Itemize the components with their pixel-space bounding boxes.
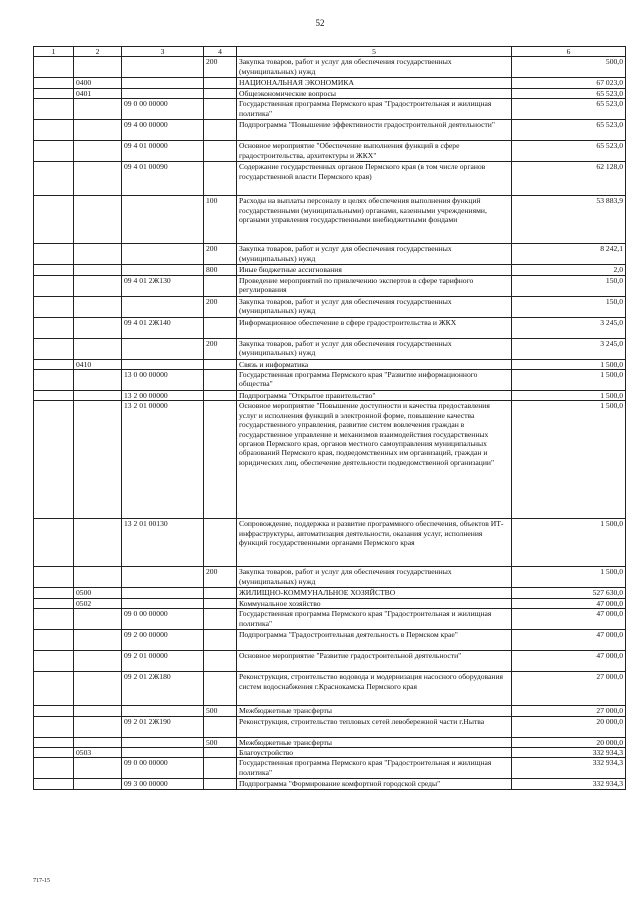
item-name-cell: Содержание государственных органов Пермского края (в том числе органов государственной власти Пермского края) (237, 162, 512, 196)
row-number-cell (34, 88, 74, 98)
item-name-cell: Сопровождение, поддержка и развитие программного обеспечения, объектов ИТ-инфраструктуры, автоматизация деятельности, оказания услуг, исполнения функций государственными органами Пермского края (237, 519, 512, 567)
table-row (34, 120, 626, 141)
table-row (34, 630, 626, 651)
section-code-cell: 0400 (74, 78, 122, 88)
section-code-cell (74, 737, 122, 747)
amount-cell: 1 500,0 (512, 519, 626, 567)
target-article-cell (122, 265, 204, 275)
table-row (34, 78, 626, 88)
row-number-cell (34, 99, 74, 120)
target-article-cell: 09 4 01 2Ж140 (122, 317, 204, 338)
section-code-cell (74, 317, 122, 338)
row-number-cell (34, 57, 74, 78)
item-name-cell: Реконструкция, строительство тепловых сетей левобережной части г.Нытва (237, 716, 512, 737)
expense-type-cell: 500 (204, 706, 237, 716)
expense-type-cell (204, 672, 237, 706)
item-name-cell: ЖИЛИЩНО-КОММУНАЛЬНОЕ ХОЗЯЙСТВО (237, 588, 512, 598)
target-article-cell: 13 2 01 00130 (122, 519, 204, 567)
row-number-cell (34, 779, 74, 789)
section-code-cell (74, 275, 122, 296)
row-number-cell (34, 265, 74, 275)
section-code-cell: 0502 (74, 598, 122, 608)
expense-type-cell: 200 (204, 338, 237, 359)
target-article-cell (122, 296, 204, 317)
item-name-cell: Подпрограмма "Формирование комфортной городской среды" (237, 779, 512, 789)
target-article-cell: 13 2 01 00000 (122, 401, 204, 519)
column-header-3: 3 (122, 47, 204, 57)
item-name-cell: Иные бюджетные ассигнования (237, 265, 512, 275)
table-row (34, 99, 626, 120)
amount-cell: 47 000,0 (512, 651, 626, 672)
column-header-4: 4 (204, 47, 237, 57)
section-code-cell (74, 716, 122, 737)
amount-cell: 2,0 (512, 265, 626, 275)
target-article-cell (122, 567, 204, 588)
table-row (34, 265, 626, 275)
item-name-cell: Реконструкция, строительство водовода и модернизация насосного оборудования систем водоснабжения г.Краснокамска Пермского края (237, 672, 512, 706)
expense-type-cell (204, 779, 237, 789)
row-number-cell (34, 196, 74, 244)
section-code-cell (74, 567, 122, 588)
row-number-cell (34, 758, 74, 779)
item-name-cell: Закупка товаров, работ и услуг для обеспечения государственных (муниципальных) нужд (237, 296, 512, 317)
column-header-1: 1 (34, 47, 74, 57)
table-row (34, 338, 626, 359)
section-code-cell: 0503 (74, 748, 122, 758)
target-article-cell (122, 88, 204, 98)
row-number-cell (34, 630, 74, 651)
target-article-cell (122, 588, 204, 598)
table-row (34, 296, 626, 317)
amount-cell: 65 523,0 (512, 141, 626, 162)
amount-cell: 332 934,3 (512, 779, 626, 789)
row-number-cell (34, 651, 74, 672)
target-article-cell (122, 78, 204, 88)
expense-type-cell (204, 630, 237, 651)
row-number-cell (34, 672, 74, 706)
target-article-cell: 09 4 00 00000 (122, 120, 204, 141)
table-row (34, 609, 626, 630)
section-code-cell (74, 401, 122, 519)
section-code-cell (74, 244, 122, 265)
target-article-cell: 13 2 00 00000 (122, 391, 204, 401)
table-body (34, 57, 626, 789)
amount-cell: 65 523,0 (512, 120, 626, 141)
item-name-cell: Закупка товаров, работ и услуг для обеспечения государственных (муниципальных) нужд (237, 244, 512, 265)
row-number-cell (34, 120, 74, 141)
target-article-cell: 13 0 00 00000 (122, 370, 204, 391)
amount-cell: 1 500,0 (512, 401, 626, 519)
item-name-cell: Межбюджетные трансферты (237, 706, 512, 716)
expense-type-cell: 200 (204, 296, 237, 317)
table-row (34, 141, 626, 162)
target-article-cell: 09 4 01 2Ж130 (122, 275, 204, 296)
row-number-cell (34, 296, 74, 317)
item-name-cell: Государственная программа Пермского края "Градостроительная и жилищная политика" (237, 609, 512, 630)
column-header-6: 6 (512, 47, 626, 57)
table-row (34, 88, 626, 98)
amount-cell: 1 500,0 (512, 567, 626, 588)
target-article-cell: 09 0 00 00000 (122, 758, 204, 779)
expense-type-cell (204, 651, 237, 672)
item-name-cell: Основное мероприятие "Повышение доступности и качества предоставления услуг и исполнения функций в электронной форме, повышение качества государственного управления, развитие систем вовлечения граждан в государственное управление и механизмов взаимодействия государственных органов Пермского края, органов местного самоуправления муниципальных образований Пермского края, подведомственных им организаций, граждан и юридических лиц, обеспечение деятельности подведомственной организации" (237, 401, 512, 519)
table-row (34, 359, 626, 369)
table-row (34, 196, 626, 244)
row-number-cell (34, 338, 74, 359)
expense-type-cell (204, 141, 237, 162)
expense-type-cell: 200 (204, 567, 237, 588)
row-number-cell (34, 370, 74, 391)
amount-cell: 20 000,0 (512, 716, 626, 737)
item-name-cell: Закупка товаров, работ и услуг для обеспечения государственных (муниципальных) нужд (237, 567, 512, 588)
section-code-cell (74, 779, 122, 789)
row-number-cell (34, 706, 74, 716)
expense-type-cell (204, 78, 237, 88)
expense-type-cell (204, 609, 237, 630)
item-name-cell: Подпрограмма "Градостроительная деятельность в Пермском крае" (237, 630, 512, 651)
row-number-cell (34, 317, 74, 338)
row-number-cell (34, 401, 74, 519)
section-code-cell (74, 265, 122, 275)
expense-type-cell (204, 370, 237, 391)
section-code-cell (74, 609, 122, 630)
section-code-cell (74, 651, 122, 672)
table-row (34, 162, 626, 196)
amount-cell: 527 630,0 (512, 588, 626, 598)
target-article-cell (122, 196, 204, 244)
target-article-cell (122, 338, 204, 359)
item-name-cell: Информационное обеспечение в сфере градостроительства и ЖКХ (237, 317, 512, 338)
section-code-cell (74, 391, 122, 401)
table-row (34, 370, 626, 391)
target-article-cell (122, 748, 204, 758)
row-number-cell (34, 609, 74, 630)
item-name-cell: Государственная программа Пермского края "Развитие информационного общества" (237, 370, 512, 391)
expense-type-cell (204, 99, 237, 120)
target-article-cell: 09 0 00 00000 (122, 609, 204, 630)
amount-cell: 47 000,0 (512, 598, 626, 608)
amount-cell: 332 934,3 (512, 758, 626, 779)
section-code-cell (74, 196, 122, 244)
expense-type-cell (204, 716, 237, 737)
expense-type-cell: 800 (204, 265, 237, 275)
amount-cell: 1 500,0 (512, 391, 626, 401)
section-code-cell (74, 141, 122, 162)
row-number-cell (34, 244, 74, 265)
table-row (34, 567, 626, 588)
amount-cell: 500,0 (512, 57, 626, 78)
table-row (34, 672, 626, 706)
item-name-cell: Расходы на выплаты персоналу в целях обеспечения выполнения функций государственными (муниципальными) органами, казенными учреждениями, органами управления государственными внебюджетными фондами (237, 196, 512, 244)
expense-type-cell (204, 391, 237, 401)
section-code-cell (74, 370, 122, 391)
table-row (34, 519, 626, 567)
item-name-cell: Проведение мероприятий по привлечению экспертов в сфере тарифного регулирования (237, 275, 512, 296)
target-article-cell: 09 0 00 00000 (122, 99, 204, 120)
expense-type-cell (204, 120, 237, 141)
target-article-cell: 09 2 01 00000 (122, 651, 204, 672)
page-number: 52 (315, 18, 325, 28)
row-number-cell (34, 359, 74, 369)
table-row (34, 275, 626, 296)
column-header-5: 5 (237, 47, 512, 57)
expense-type-cell: 100 (204, 196, 237, 244)
amount-cell: 53 883,9 (512, 196, 626, 244)
expense-type-cell (204, 748, 237, 758)
row-number-cell (34, 567, 74, 588)
amount-cell: 150,0 (512, 275, 626, 296)
item-name-cell: Государственная программа Пермского края "Градостроительная и жилищная политика" (237, 758, 512, 779)
expense-type-cell (204, 519, 237, 567)
table-row (34, 716, 626, 737)
expense-type-cell (204, 162, 237, 196)
section-code-cell (74, 99, 122, 120)
target-article-cell (122, 706, 204, 716)
table-row (34, 391, 626, 401)
amount-cell: 27 000,0 (512, 706, 626, 716)
target-article-cell (122, 244, 204, 265)
table-row (34, 651, 626, 672)
section-code-cell (74, 296, 122, 317)
amount-cell: 47 000,0 (512, 630, 626, 651)
amount-cell: 47 000,0 (512, 609, 626, 630)
table-row (34, 748, 626, 758)
section-code-cell: 0401 (74, 88, 122, 98)
amount-cell: 65 523,0 (512, 99, 626, 120)
row-number-cell (34, 141, 74, 162)
row-number-cell (34, 78, 74, 88)
amount-cell: 332 934,3 (512, 748, 626, 758)
row-number-cell (34, 716, 74, 737)
item-name-cell: Подпрограмма "Открытое правительство" (237, 391, 512, 401)
section-code-cell (74, 758, 122, 779)
table-row (34, 598, 626, 608)
target-article-cell: 09 2 01 2Ж180 (122, 672, 204, 706)
target-article-cell: 09 2 01 2Ж190 (122, 716, 204, 737)
amount-cell: 3 245,0 (512, 338, 626, 359)
item-name-cell: Благоустройство (237, 748, 512, 758)
section-code-cell (74, 120, 122, 141)
item-name-cell: НАЦИОНАЛЬНАЯ ЭКОНОМИКА (237, 78, 512, 88)
row-number-cell (34, 588, 74, 598)
amount-cell: 3 245,0 (512, 317, 626, 338)
section-code-cell (74, 672, 122, 706)
section-code-cell (74, 338, 122, 359)
section-code-cell (74, 630, 122, 651)
table-row (34, 758, 626, 779)
amount-cell: 27 000,0 (512, 672, 626, 706)
row-number-cell (34, 275, 74, 296)
target-article-cell (122, 737, 204, 747)
row-number-cell (34, 162, 74, 196)
section-code-cell: 0410 (74, 359, 122, 369)
table-row (34, 401, 626, 519)
column-header-2: 2 (74, 47, 122, 57)
expense-type-cell (204, 401, 237, 519)
amount-cell: 62 128,0 (512, 162, 626, 196)
section-code-cell (74, 57, 122, 78)
amount-cell: 20 000,0 (512, 737, 626, 747)
expense-type-cell (204, 275, 237, 296)
row-number-cell (34, 391, 74, 401)
target-article-cell: 09 3 00 00000 (122, 779, 204, 789)
amount-cell: 150,0 (512, 296, 626, 317)
item-name-cell: Основное мероприятие "Развитие градостроительной деятельности" (237, 651, 512, 672)
item-name-cell: Общеэкономические вопросы (237, 88, 512, 98)
section-code-cell (74, 706, 122, 716)
section-code-cell (74, 519, 122, 567)
item-name-cell: Коммунальное хозяйство (237, 598, 512, 608)
table-row (34, 588, 626, 598)
table-row (34, 737, 626, 747)
target-article-cell (122, 598, 204, 608)
item-name-cell: Связь и информатика (237, 359, 512, 369)
expense-type-cell (204, 88, 237, 98)
target-article-cell: 09 2 00 00000 (122, 630, 204, 651)
section-code-cell (74, 162, 122, 196)
row-number-cell (34, 519, 74, 567)
amount-cell: 1 500,0 (512, 359, 626, 369)
amount-cell: 65 523,0 (512, 88, 626, 98)
section-code-cell: 0500 (74, 588, 122, 598)
amount-cell: 1 500,0 (512, 370, 626, 391)
expense-type-cell (204, 758, 237, 779)
expense-type-cell (204, 359, 237, 369)
target-article-cell (122, 359, 204, 369)
expense-type-cell: 200 (204, 57, 237, 78)
target-article-cell: 09 4 01 00000 (122, 141, 204, 162)
target-article-cell (122, 57, 204, 78)
table-row (34, 244, 626, 265)
header-row (34, 47, 626, 57)
target-article-cell: 09 4 01 00090 (122, 162, 204, 196)
table-row (34, 779, 626, 789)
item-name-cell: Закупка товаров, работ и услуг для обеспечения государственных (муниципальных) нужд (237, 57, 512, 78)
table-row (34, 57, 626, 78)
item-name-cell: Основное мероприятие "Обеспечение выполнения функций в сфере градостроительства, архитектуры и ЖКХ" (237, 141, 512, 162)
row-number-cell (34, 598, 74, 608)
expense-type-cell (204, 598, 237, 608)
row-number-cell (34, 748, 74, 758)
expense-type-cell (204, 317, 237, 338)
amount-cell: 67 023,0 (512, 78, 626, 88)
budget-table (33, 46, 626, 790)
footer-code: 717-15 (33, 878, 50, 884)
table-row (34, 317, 626, 338)
item-name-cell: Закупка товаров, работ и услуг для обеспечения государственных (муниципальных) нужд (237, 338, 512, 359)
amount-cell: 8 242,1 (512, 244, 626, 265)
row-number-cell (34, 737, 74, 747)
expense-type-cell: 500 (204, 737, 237, 747)
expense-type-cell: 200 (204, 244, 237, 265)
item-name-cell: Государственная программа Пермского края "Градостроительная и жилищная политика" (237, 99, 512, 120)
table-row (34, 706, 626, 716)
item-name-cell: Межбюджетные трансферты (237, 737, 512, 747)
item-name-cell: Подпрограмма "Повышение эффективности градостроительной деятельности" (237, 120, 512, 141)
expense-type-cell (204, 588, 237, 598)
